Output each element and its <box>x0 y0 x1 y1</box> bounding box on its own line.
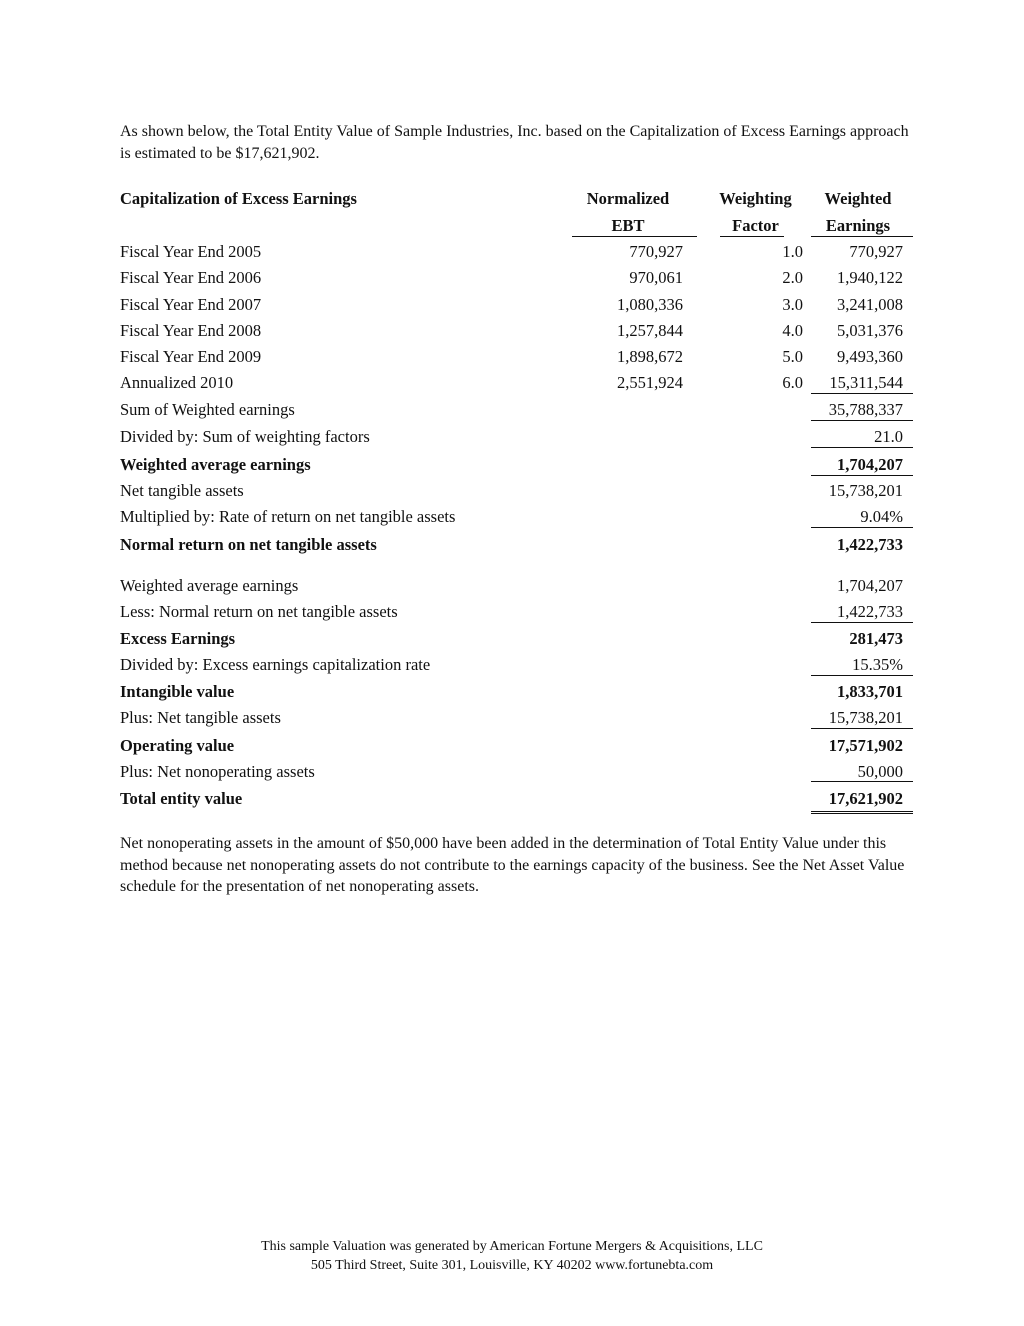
factor-value: 6.0 <box>782 373 803 392</box>
row-label: Weighted average earnings <box>120 455 311 474</box>
summary-row <box>120 398 915 422</box>
row-value: 15.35% <box>852 655 903 674</box>
subtotal-underline <box>811 447 913 448</box>
row-label: Plus: Net nonoperating assets <box>120 762 315 781</box>
weighted-value: 5,031,376 <box>837 321 903 340</box>
col-header-ebt-2: EBT <box>611 216 645 235</box>
summary-row <box>120 453 915 477</box>
table-header-row-2 <box>120 214 915 238</box>
col-header-weighted: Weighted <box>824 189 892 208</box>
table-row <box>120 266 915 290</box>
total-value: 17,621,902 <box>828 789 903 808</box>
subtotal-underline <box>811 420 913 421</box>
note-paragraph: Net nonoperating assets in the amount of $50,000 have been added in the determination of Total Entity Value under this method because net nonoperating assets do not contribute to the earnings capacity of the business. See the Net Asset Value schedule for the presentation of net nonoperating assets. <box>120 835 905 895</box>
summary-row <box>120 505 915 529</box>
table-row <box>120 293 915 317</box>
row-value: 1,422,733 <box>837 535 903 554</box>
row-label: Less: Normal return on net tangible assets <box>120 602 398 621</box>
summary-row <box>120 600 915 624</box>
row-label: Sum of Weighted earnings <box>120 400 295 419</box>
row-label: Divided by: Sum of weighting factors <box>120 427 370 446</box>
row-label: Plus: Net tangible assets <box>120 708 281 727</box>
subtotal-underline <box>811 622 913 623</box>
header-underline <box>720 236 784 237</box>
footer-line-2: 505 Third Street, Suite 301, Louisville, KY 40202 www.fortunebta.com <box>310 1258 714 1273</box>
summary-row <box>120 479 915 503</box>
col-header-weighting: Weighting <box>719 189 792 208</box>
row-value: 35,788,337 <box>828 400 903 419</box>
row-value: 1,833,701 <box>837 682 903 701</box>
row-label: Fiscal Year End 2005 <box>120 242 262 261</box>
table-header-row <box>120 187 915 211</box>
subtotal-underline <box>811 728 913 729</box>
row-value: 17,571,902 <box>828 736 903 755</box>
row-label: Operating value <box>120 736 235 755</box>
summary-row <box>120 627 915 651</box>
summary-row <box>120 734 915 758</box>
total-double-underline <box>811 811 913 814</box>
row-value: 1,704,207 <box>837 455 903 474</box>
subtotal-underline <box>811 393 913 394</box>
row-label: Intangible value <box>120 682 235 701</box>
row-label: Normal return on net tangible assets <box>120 535 377 554</box>
ebt-value: 770,927 <box>629 242 683 261</box>
ebt-value: 1,080,336 <box>617 295 683 314</box>
row-value: 15,738,201 <box>828 481 903 500</box>
summary-row <box>120 533 915 557</box>
footer-line-1: This sample Valuation was generated by American Fortune Mergers & Acquisitions, LLC <box>261 1239 763 1254</box>
subtotal-underline <box>811 781 913 782</box>
row-label: Fiscal Year End 2009 <box>120 347 262 366</box>
header-underline <box>572 236 697 237</box>
ebt-value: 970,061 <box>629 268 683 287</box>
factor-value: 3.0 <box>782 295 803 314</box>
summary-row <box>120 574 915 598</box>
row-label: Fiscal Year End 2007 <box>120 295 262 314</box>
summary-row <box>120 706 915 730</box>
row-value: 21.0 <box>874 427 903 446</box>
total-row <box>120 787 915 811</box>
row-label: Fiscal Year End 2006 <box>120 268 262 287</box>
subtotal-underline <box>811 675 913 676</box>
subtotal-underline <box>811 527 913 528</box>
row-label: Net tangible assets <box>120 481 244 500</box>
header-underline <box>811 236 913 237</box>
row-value: 50,000 <box>857 762 903 781</box>
ebt-value: 1,898,672 <box>617 347 683 366</box>
table-row <box>120 240 915 264</box>
row-value: 281,473 <box>849 629 903 648</box>
table-row <box>120 371 915 395</box>
row-value: 15,738,201 <box>828 708 903 727</box>
weighted-value: 770,927 <box>849 242 903 261</box>
col-header-factor: Factor <box>732 216 779 235</box>
table-row <box>120 319 915 343</box>
row-label: Divided by: Excess earnings capitalization rate <box>120 655 431 674</box>
weighted-value: 9,493,360 <box>837 347 903 366</box>
factor-value: 5.0 <box>782 347 803 366</box>
row-value: 1,422,733 <box>837 602 903 621</box>
weighted-value: 1,940,122 <box>837 268 903 287</box>
row-label: Excess Earnings <box>120 629 236 648</box>
summary-row <box>120 760 915 784</box>
weighted-value: 15,311,544 <box>829 373 903 392</box>
factor-value: 4.0 <box>782 321 803 340</box>
factor-value: 1.0 <box>782 242 803 261</box>
col-header-ebt: Normalized <box>586 189 670 208</box>
weighted-value: 3,241,008 <box>837 295 903 314</box>
row-label: Total entity value <box>120 789 243 808</box>
ebt-value: 1,257,844 <box>617 321 683 340</box>
row-label: Annualized 2010 <box>120 373 234 392</box>
col-header-earnings: Earnings <box>825 216 891 235</box>
summary-row <box>120 425 915 449</box>
factor-value: 2.0 <box>782 268 803 287</box>
ebt-value: 2,551,924 <box>617 373 683 392</box>
summary-row <box>120 680 915 704</box>
row-label: Multiplied by: Rate of return on net tangible assets <box>120 507 456 526</box>
table-row <box>120 345 915 369</box>
summary-row <box>120 653 915 677</box>
subtotal-underline <box>811 475 913 476</box>
row-label: Weighted average earnings <box>120 576 299 595</box>
row-value: 1,704,207 <box>837 576 903 595</box>
row-value: 9.04% <box>860 507 903 526</box>
row-label: Fiscal Year End 2008 <box>120 321 262 340</box>
intro-paragraph: As shown below, the Total Entity Value of Sample Industries, Inc. based on the Capitalization of Excess Earnings approach is estimated to be $17,621,902. <box>120 123 909 162</box>
table-title: Capitalization of Excess Earnings <box>120 189 357 208</box>
